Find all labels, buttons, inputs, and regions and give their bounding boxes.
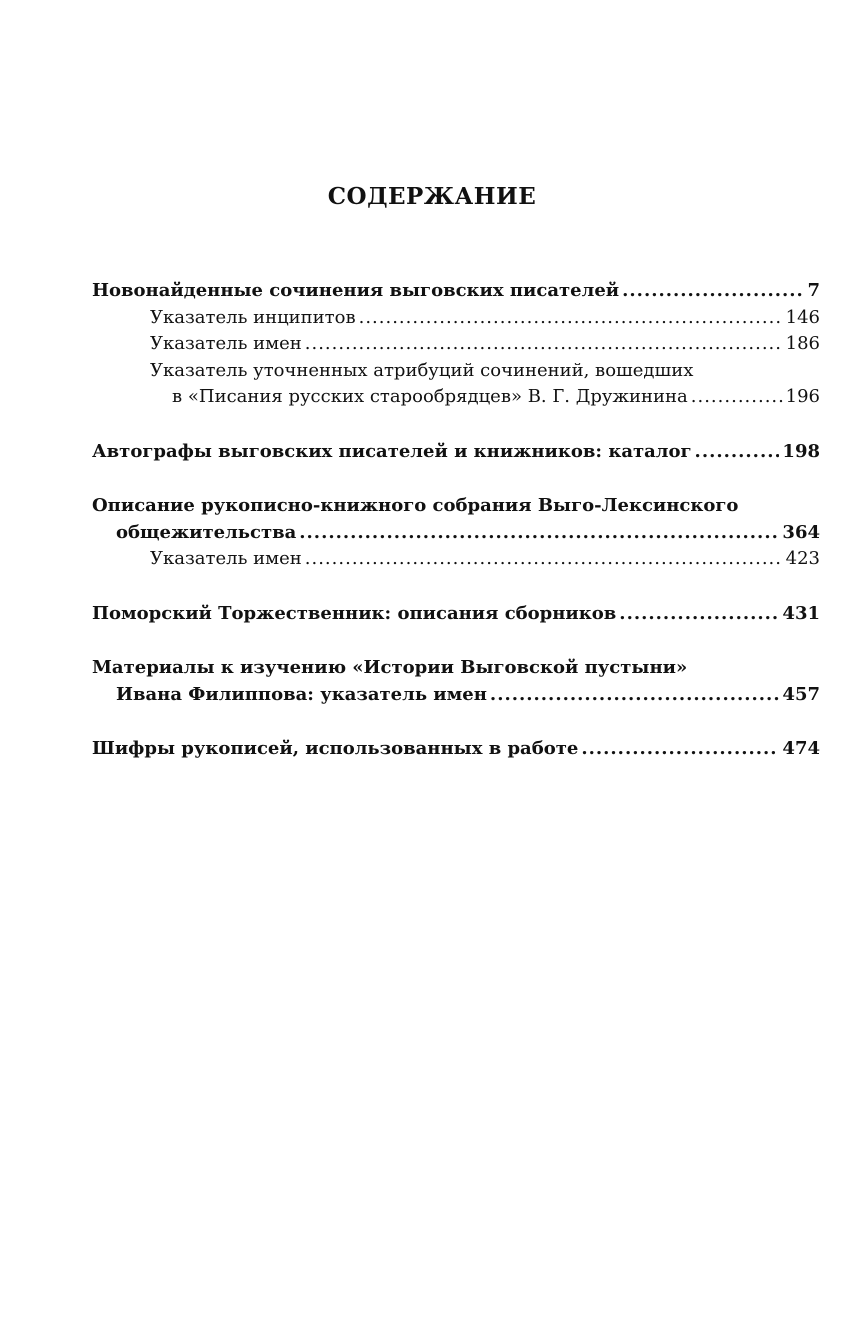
toc-section-3 — [92, 493, 820, 573]
toc-subentry — [92, 331, 820, 358]
toc-section-1 — [92, 278, 820, 411]
toc-entry — [92, 601, 820, 628]
toc-entry-title: Автографы выговских писателей и книжников: каталог — [92, 440, 692, 462]
toc-subentry-page: 146 — [785, 306, 820, 328]
leader-dots — [695, 439, 780, 466]
toc-entry-title: Новонайденные сочинения выговских писателей — [92, 280, 620, 301]
toc-entry — [92, 682, 820, 709]
toc-subentry-page: 196 — [785, 386, 820, 407]
toc-entry-page: 7 — [807, 280, 820, 301]
toc-section-6 — [92, 736, 820, 763]
leader-dots — [691, 384, 783, 411]
toc-entry — [92, 278, 820, 305]
toc-subentry-page: 423 — [785, 548, 820, 569]
toc-section-2 — [92, 439, 820, 466]
leader-dots — [622, 278, 804, 305]
toc-entry-page: 457 — [782, 683, 820, 705]
toc-entry — [92, 439, 820, 466]
toc-subentry — [92, 305, 820, 332]
toc-entry-title: Поморский Торжественник: описания сборников — [92, 602, 617, 624]
toc-subentry — [92, 384, 820, 411]
leader-dots — [490, 682, 780, 709]
leader-dots — [619, 601, 779, 628]
toc-subentry-title-line1: Указатель уточненных атрибуций сочинений, вошедших — [150, 359, 694, 381]
toc-entry-title-line2: Ивана Филиппова: указатель имен — [116, 683, 487, 705]
toc-entry-page: 364 — [782, 521, 820, 543]
toc-entry-title-line1: Описание рукописно-книжного собрания Выго-Лексинского — [92, 495, 739, 516]
toc-subentry-page: 186 — [785, 333, 820, 354]
page-title: СОДЕРЖАНИЕ — [327, 183, 537, 210]
toc-subentry-title: Указатель имен — [150, 548, 302, 569]
leader-dots — [581, 736, 779, 763]
toc-entry-title-line2: общежительства — [116, 521, 297, 543]
toc-entry-title: Шифры рукописей, использованных в работе — [92, 738, 579, 759]
toc-section-5 — [92, 655, 820, 708]
toc-section-4 — [92, 601, 820, 628]
toc-subentry — [92, 546, 820, 573]
toc-entry-page: 431 — [782, 602, 820, 624]
toc-entry — [92, 520, 820, 547]
leader-dots — [305, 331, 783, 358]
toc-entry-page: 474 — [782, 738, 820, 759]
toc-subentry-title: Указатель инципитов — [150, 306, 356, 328]
toc-entry-page: 198 — [782, 440, 820, 462]
leader-dots — [305, 546, 783, 573]
toc-entry — [92, 736, 820, 763]
toc-entry-title-line1: Материалы к изучению «Истории Выговской пустыни» — [92, 657, 688, 678]
leader-dots — [359, 305, 783, 332]
toc-subentry-title: Указатель имен — [150, 333, 302, 354]
table-of-contents — [92, 278, 820, 763]
toc-subentry-title-line2: в «Писания русских старообрядцев» В. Г. Дружинина — [172, 386, 688, 407]
leader-dots — [299, 520, 779, 547]
